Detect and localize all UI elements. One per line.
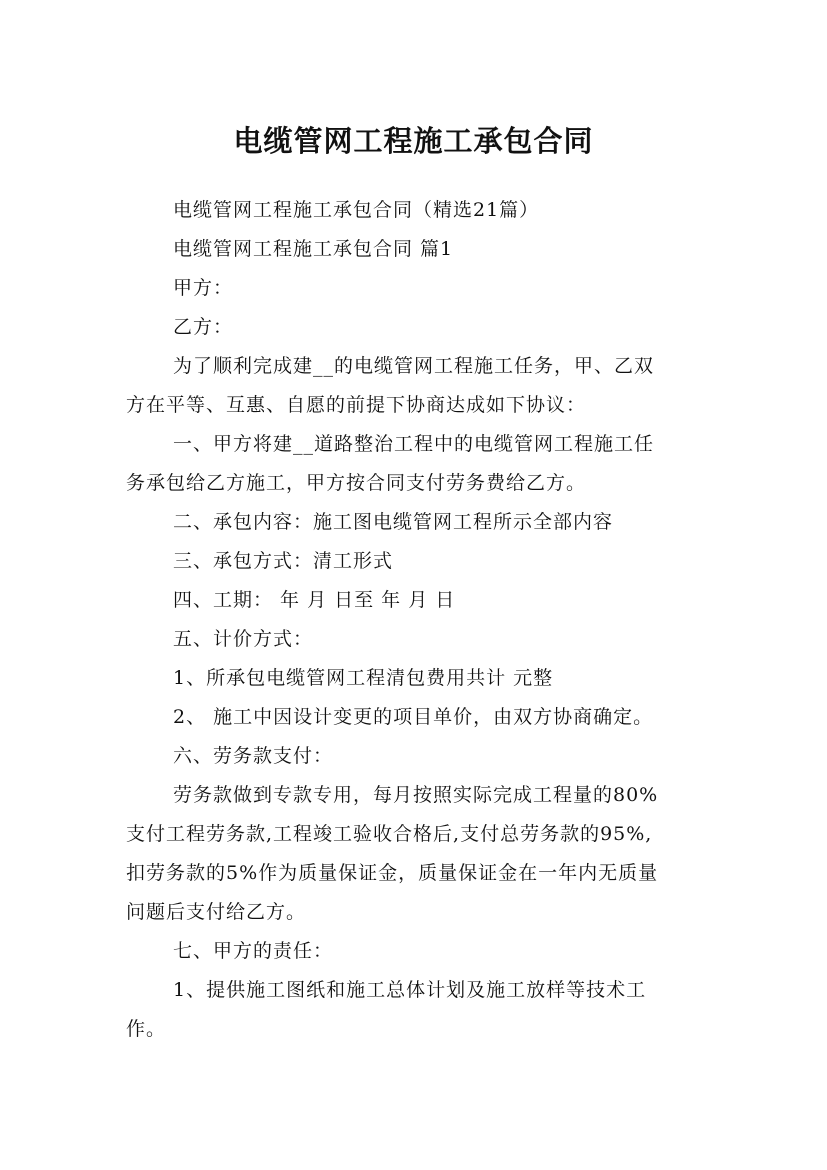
paragraph-line: 四、工期： 年 月 日至 年 月 日 <box>173 589 456 611</box>
paragraph-line: 六、劳务款支付： <box>173 745 334 767</box>
paragraph-line: 作。 <box>126 1018 167 1040</box>
paragraph-line: 电缆管网工程施工承包合同（精选21篇） <box>173 199 540 221</box>
paragraph-line: 扣劳务款的5%作为质量保证金，质量保证金在一年内无质量 <box>126 862 659 884</box>
paragraph-line: 三、承包方式：清工形式 <box>173 550 394 572</box>
paragraph-line: 务承包给乙方施工，甲方按合同支付劳务费给乙方。 <box>126 472 587 494</box>
paragraph-line: 2、 施工中因设计变更的项目单价，由双方协商确定。 <box>173 706 654 728</box>
paragraph-line: 二、承包内容：施工图电缆管网工程所示全部内容 <box>173 511 614 533</box>
paragraph-line: 劳务款做到专款专用，每月按照实际完成工程量的80% <box>173 784 659 806</box>
paragraph-line: 电缆管网工程施工承包合同 篇1 <box>173 238 454 260</box>
paragraph-line: 五、计价方式： <box>173 628 314 650</box>
paragraph-line: 方在平等、互惠、自愿的前提下协商达成如下协议： <box>126 394 587 416</box>
paragraph-line: 七、甲方的责任： <box>173 940 334 962</box>
paragraph-line: 乙方： <box>173 316 234 338</box>
document-title: 电缆管网工程施工承包合同 <box>233 124 594 159</box>
paragraph-line: 为了顺利完成建__的电缆管网工程施工任务，甲、乙双 <box>173 355 655 377</box>
paragraph-line: 甲方： <box>173 277 234 299</box>
paragraph-line: 支付工程劳务款,工程竣工验收合格后,支付总劳务款的95%, <box>126 823 653 845</box>
paragraph-line: 问题后支付给乙方。 <box>126 901 307 923</box>
paragraph-line: 1、提供施工图纸和施工总体计划及施工放样等技术工 <box>173 979 647 1001</box>
document-body <box>126 191 706 1049</box>
paragraph-line: 1、所承包电缆管网工程清包费用共计 元整 <box>173 667 554 689</box>
paragraph-line: 一、甲方将建__道路整治工程中的电缆管网工程施工任 <box>173 433 655 455</box>
